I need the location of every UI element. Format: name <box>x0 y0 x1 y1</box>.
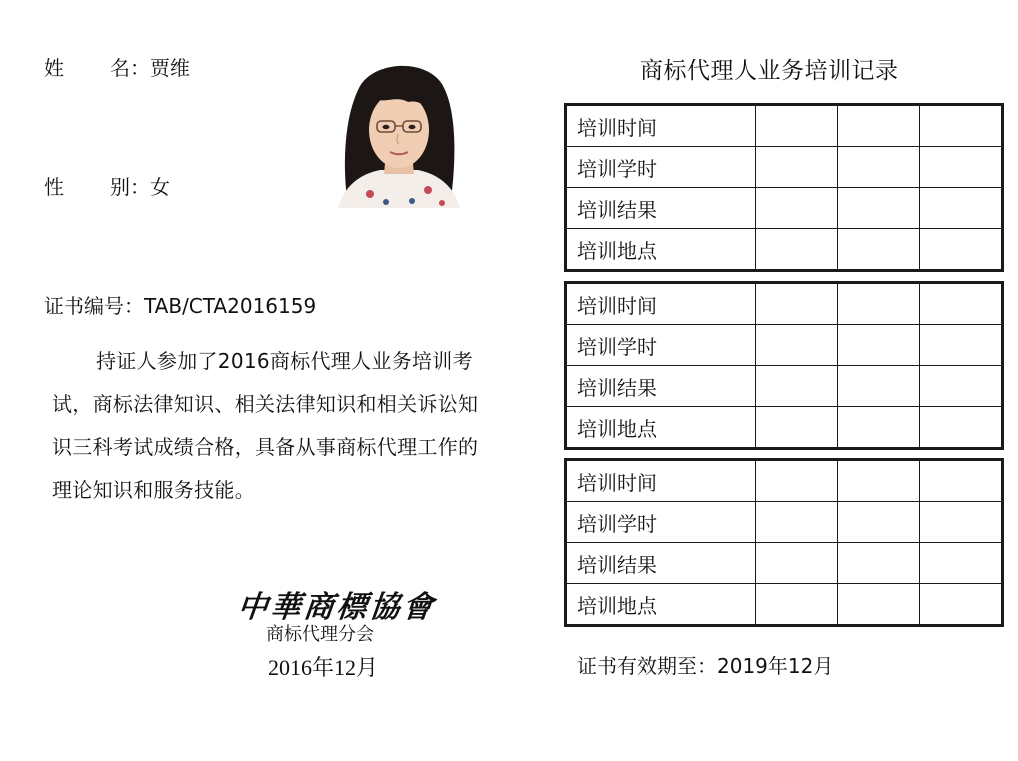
table-cell <box>838 502 920 543</box>
table-cell <box>838 283 920 325</box>
table-cell <box>756 188 838 229</box>
table-cell <box>756 407 838 449</box>
table-row <box>566 543 1003 584</box>
training-record-table-3 <box>564 458 1004 627</box>
training-record-table-1 <box>564 103 1004 272</box>
row-label-time: 培训时间 <box>566 105 756 147</box>
table-cell <box>838 460 920 502</box>
row-label-location: 培训地点 <box>566 584 756 626</box>
issue-date: 2016年12月 <box>268 655 379 680</box>
table-cell <box>838 105 920 147</box>
table-row <box>566 460 1003 502</box>
certificate-number-value: TAB/CTA2016159 <box>144 294 317 318</box>
table-cell <box>756 283 838 325</box>
training-record-table-2 <box>564 281 1004 450</box>
table-cell <box>920 229 1003 271</box>
table-row <box>566 105 1003 147</box>
table-cell <box>920 325 1003 366</box>
table-cell <box>920 543 1003 584</box>
row-label-location: 培训地点 <box>566 407 756 449</box>
table-cell <box>838 147 920 188</box>
row-label-time: 培训时间 <box>566 460 756 502</box>
portrait-illustration <box>330 56 468 208</box>
table-cell <box>838 407 920 449</box>
table-cell <box>920 188 1003 229</box>
name-label-char2: 名： <box>110 56 150 80</box>
gender-label-char1: 性 <box>44 175 64 199</box>
row-label-location: 培训地点 <box>566 229 756 271</box>
table-cell <box>838 584 920 626</box>
certificate-number <box>44 290 316 319</box>
table-cell <box>838 325 920 366</box>
table-cell <box>920 366 1003 407</box>
row-label-hours: 培训学时 <box>566 325 756 366</box>
table-cell <box>838 188 920 229</box>
table-cell <box>756 460 838 502</box>
row-label-hours: 培训学时 <box>566 147 756 188</box>
table-cell <box>838 366 920 407</box>
holder-gender-value: 女 <box>150 175 170 199</box>
table-cell <box>920 460 1003 502</box>
row-label-result: 培训结果 <box>566 188 756 229</box>
issuer-branch: 商标代理分会 <box>266 624 374 645</box>
table-cell <box>756 584 838 626</box>
table-row <box>566 229 1003 271</box>
holder-name-field <box>44 52 190 81</box>
holder-photo <box>330 56 468 208</box>
table-cell <box>756 366 838 407</box>
gender-label-char2: 别： <box>110 175 150 199</box>
certificate-validity <box>577 650 833 679</box>
name-label-char1: 姓 <box>44 56 64 80</box>
row-label-time: 培训时间 <box>566 283 756 325</box>
table-cell <box>756 502 838 543</box>
validity-label: 证书有效期至： <box>577 654 717 678</box>
table-cell <box>920 105 1003 147</box>
table-row <box>566 502 1003 543</box>
issuer-organization-seal: 中華商標協會 <box>235 590 438 625</box>
table-row <box>566 325 1003 366</box>
table-cell <box>838 543 920 584</box>
training-record-title: 商标代理人业务培训记录 <box>640 58 899 84</box>
validity-value: 2019年12月 <box>717 654 834 678</box>
table-row <box>566 147 1003 188</box>
certificate-statement: 持证人参加了2016商标代理人业务培训考试，商标法律知识、相关法律知识和相关诉讼知识三科考试成绩合格，具备从事商标代理工作的理论知识和服务技能。 <box>52 349 479 502</box>
table-row <box>566 283 1003 325</box>
table-row <box>566 366 1003 407</box>
table-row <box>566 584 1003 626</box>
table-cell <box>920 147 1003 188</box>
table-cell <box>920 283 1003 325</box>
table-cell <box>920 407 1003 449</box>
table-row <box>566 407 1003 449</box>
holder-gender-field <box>44 171 170 200</box>
table-cell <box>756 147 838 188</box>
table-cell <box>838 229 920 271</box>
table-cell <box>756 105 838 147</box>
table-cell <box>756 325 838 366</box>
holder-name-value: 贾维 <box>150 56 190 80</box>
row-label-hours: 培训学时 <box>566 502 756 543</box>
certificate-number-label: 证书编号： <box>44 294 144 318</box>
table-cell <box>920 584 1003 626</box>
table-row <box>566 188 1003 229</box>
table-cell <box>756 543 838 584</box>
row-label-result: 培训结果 <box>566 543 756 584</box>
row-label-result: 培训结果 <box>566 366 756 407</box>
table-cell <box>920 502 1003 543</box>
table-cell <box>756 229 838 271</box>
